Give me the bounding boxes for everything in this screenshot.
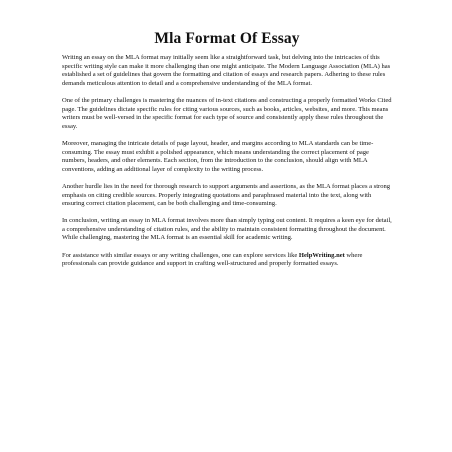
paragraph-closing — [62, 252, 392, 269]
paragraph-layout: Moreover, managing the intricate details of page layout, header, and margins according to MLA standards can be time-consuming. The essay must exhibit a polished appearance, which means understanding the correct placement of page numbers, headers, and other elements. Each section, from the introduction to the conclusion, should align with MLA conventions, adding an additional layer of complexity to the writing process. — [62, 139, 374, 173]
service-name: HelpWriting.net — [298, 251, 345, 259]
document-title: Mla Format Of Essay — [154, 30, 300, 47]
closing-text-after: where professionals can provide guidance and support in crafting well-structured and properly formatted essays. — [62, 251, 363, 268]
document-page — [62, 30, 392, 277]
paragraph-research: Another hurdle lies in the need for thorough research to support arguments and assertions, as the MLA format places a strong emphasis on citing credible sources. Properly integrating quotations and paraphrased material into the text, along with ensuring correct citation placement, can be both challenging and time-consuming. — [62, 182, 391, 208]
paragraph-conclusion: In conclusion, writing an essay in MLA format involves more than simply typing out content. It requires a keen eye for detail, a comprehensive understanding of citation rules, and the ability to maintain consistent formatting throughout the document. While challenging, mastering the MLA format is an essential skill for academic writing. — [62, 217, 392, 242]
paragraph-citations: One of the primary challenges is mastering the nuances of in-text citations and constructing a properly formatted Works Cited page. The guidelines dictate specific rules for citing various sources, such as books, articles, websites, and more. This means writers must be well-versed in the specific format for each type of source and consistently apply these rules throughout the essay. — [62, 96, 392, 130]
closing-text-before: For assistance with similar essays or any writing challenges, one can explore services like — [62, 251, 299, 259]
paragraph-intro: Writing an essay on the MLA format may initially seem like a straightforward task, but delving into the intricacies of this specific writing style can make it more challenging than one might anticipate. The Modern Language Association (MLA) has established a set of guidelines that govern the formatting and citation of essays and research papers. Adhering to these rules demands meticulous attention to detail and a comprehensive understanding of the MLA format. — [62, 54, 391, 87]
